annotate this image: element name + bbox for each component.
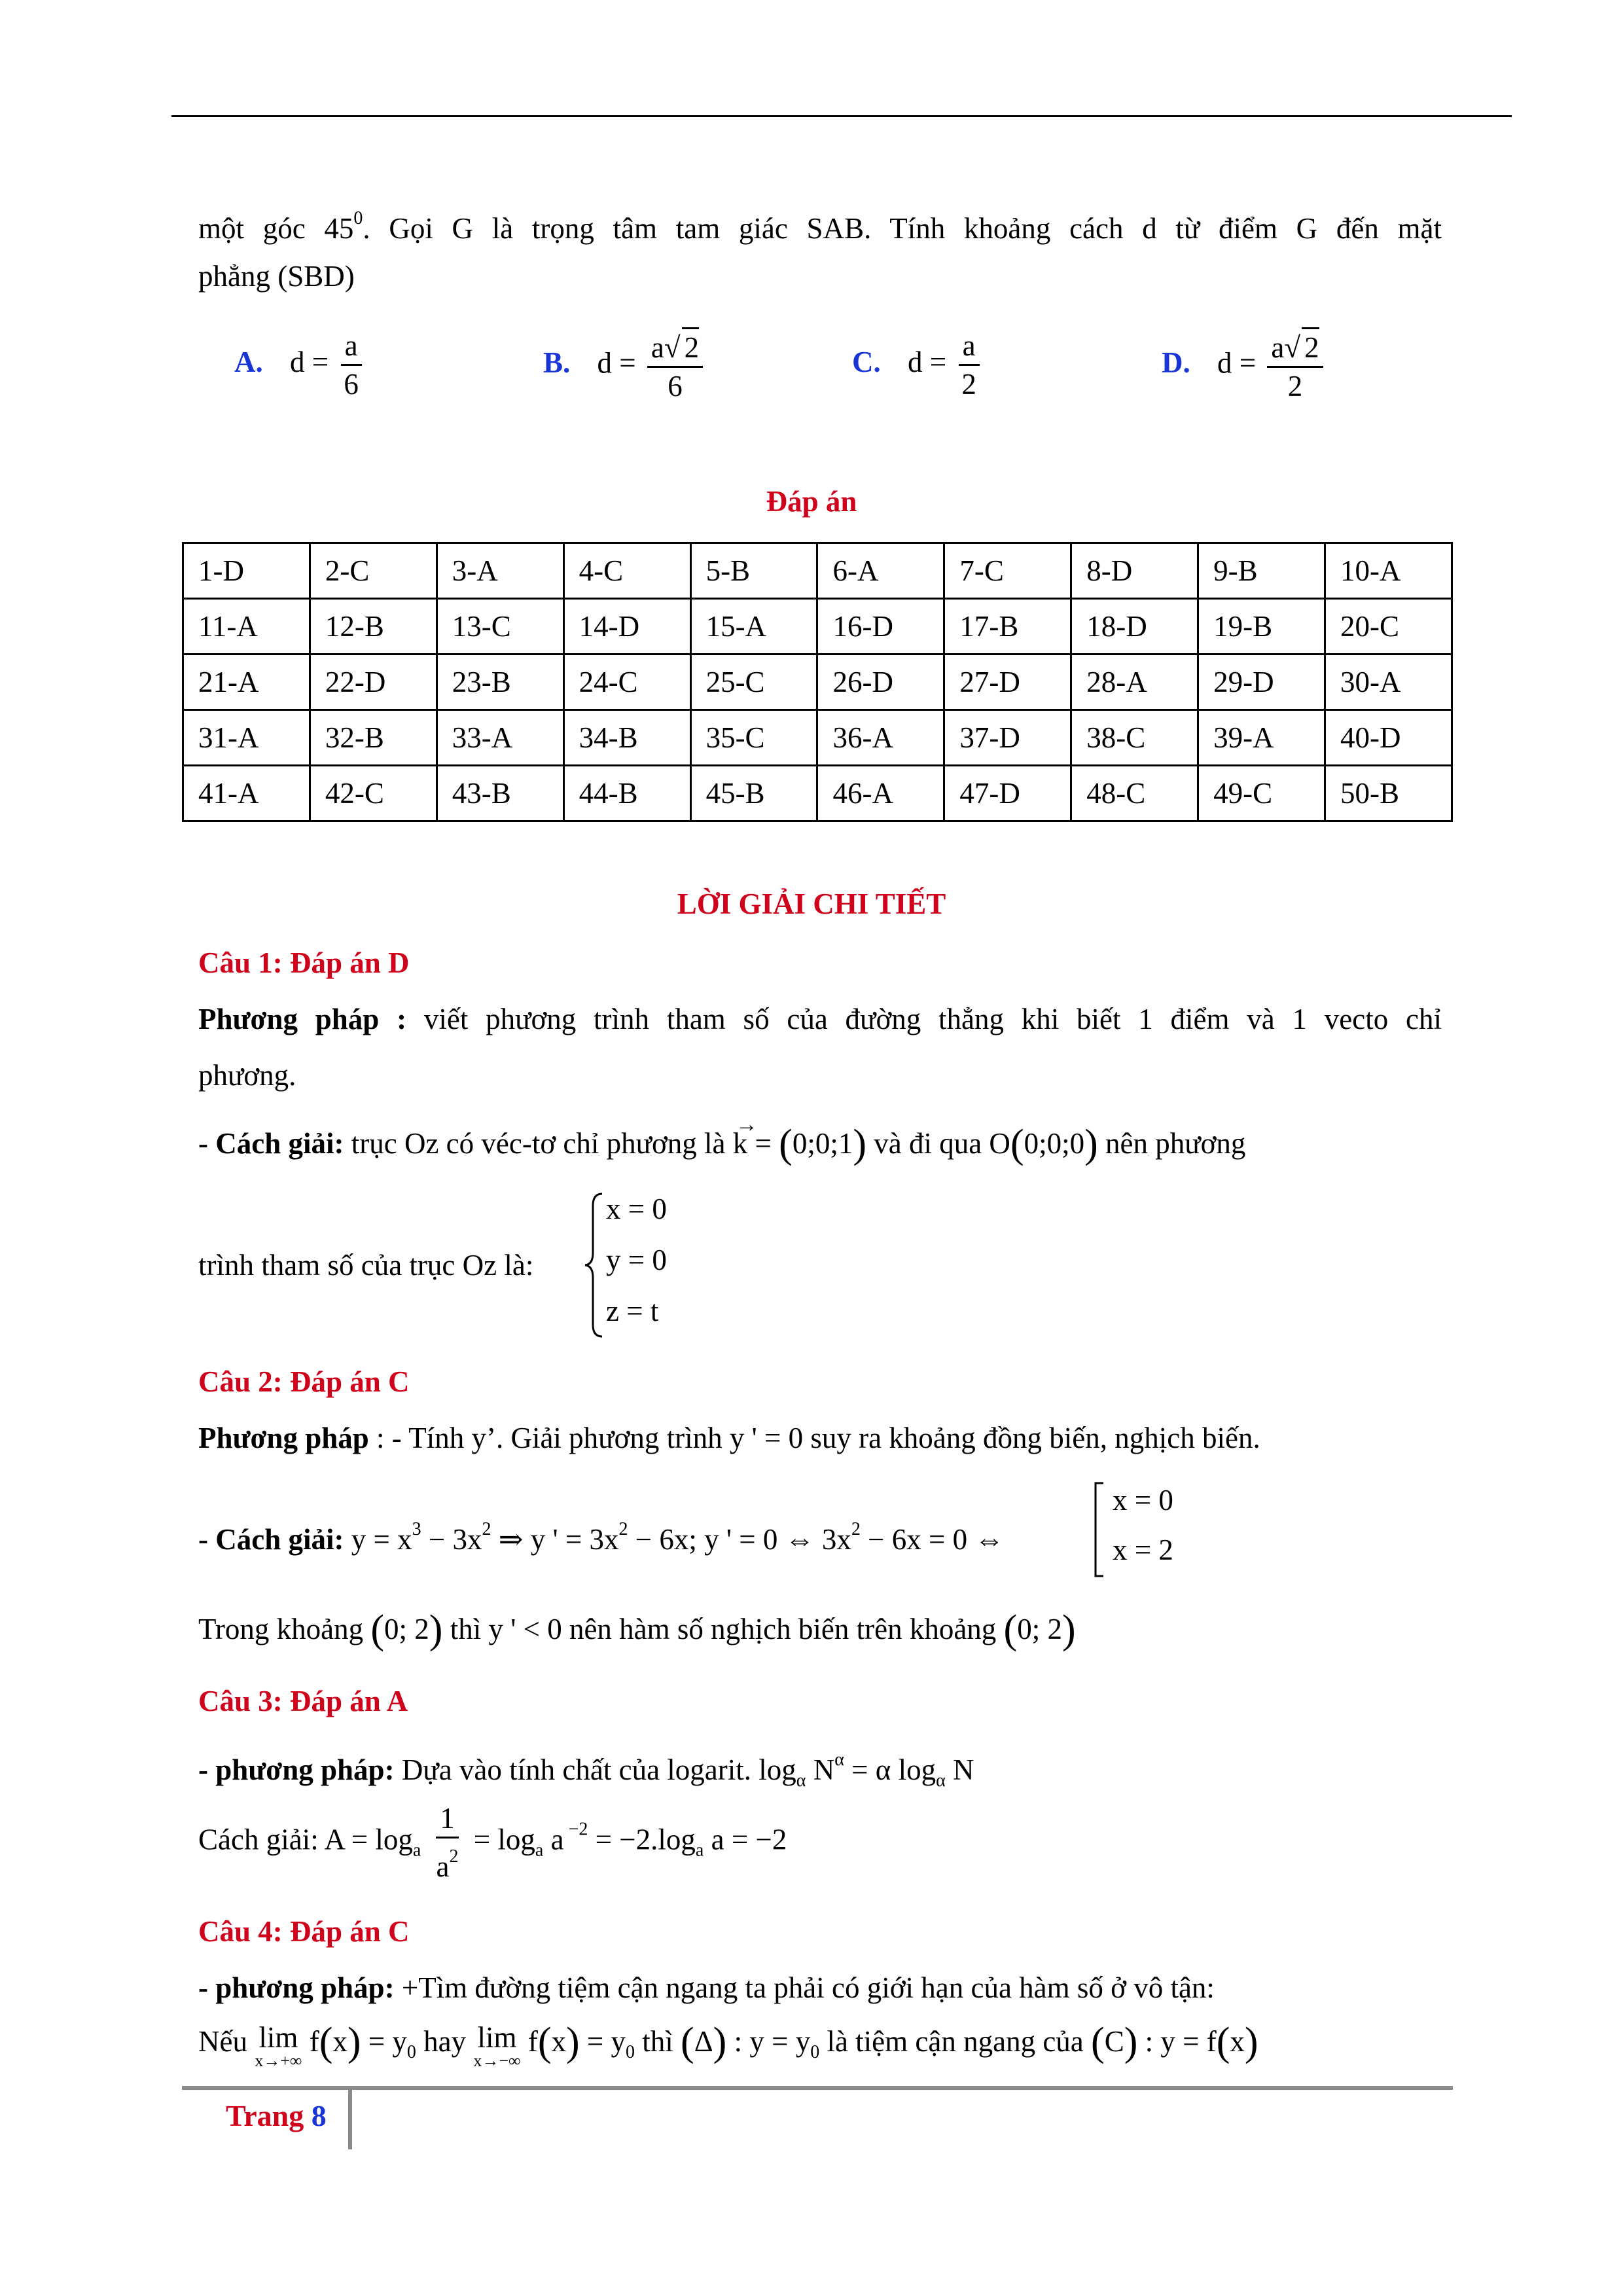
q1-system-intro: trình tham số của trục Oz là: [198,1249,534,1282]
answer-cell: 5-B [690,543,817,599]
answer-cell: 50-B [1325,766,1452,821]
answer-cell: 17-B [944,599,1071,655]
answer-cell: 12-B [310,599,437,655]
answer-cell: 15-A [690,599,817,655]
q1-heading: Câu 1: Đáp án D [198,946,410,979]
answer-cell: 31-A [183,710,310,766]
answer-cell: 18-D [1071,599,1198,655]
question-text-line1: một góc $45^0$. Gọi G là trọng tâm tam giác SAB. Tính khoảng cách d từ điểm G đến mặt [198,208,1442,245]
q4-statement: Nếu lim x→+∞ $f(x) = y_0$ hay lim x→−∞ $f(x) = y_0$ thì (Δ) : $y = y_0$ là tiệm cận ngang của (C) : y = f(x) [198,2020,1258,2070]
brace-icon [582,1190,609,1340]
system-line: x = 0 [606,1193,667,1225]
q3-heading: Câu 3: Đáp án A [198,1685,408,1717]
system-line: y = 0 [606,1244,667,1276]
answer-cell: 16-D [817,599,944,655]
q3-solution: Cách giải: $A = \log_a$ $\frac{1}{a^2}$ = $\log_a a$ $^{-2} = -2.\log_a$ a = −2 [198,1800,787,1885]
answer-cell: 11-A [183,599,310,655]
case-line: x = 2 [1113,1534,1173,1566]
answer-cell: 20-C [1325,599,1452,655]
q2-conclusion: Trong khoảng (0; 2) thì y ' < 0 nên hàm số nghịch biến trên khoảng (0; 2) [198,1607,1076,1652]
q1-solution: - Cách giải: trục Oz có véc-tơ chỉ phương là → k = (0;0;1) và đi qua O(0;0;0) nên phương [198,1113,1246,1166]
answer-cell: 27-D [944,655,1071,710]
answer-cell: 40-D [1325,710,1452,766]
answer-cell: 49-C [1198,766,1325,821]
answer-cell: 1-D [183,543,310,599]
q4-method: - phương pháp: +Tìm đường tiệm cận ngang ta phải có giới hạn của hàm số ở vô tận: [198,1971,1215,2004]
answer-cell: 42-C [310,766,437,821]
answer-cell: 2-C [310,543,437,599]
answer-cell: 35-C [690,710,817,766]
answer-cell: 19-B [1198,599,1325,655]
q2-cases [1093,1480,1198,1579]
answer-cell: 24-C [563,655,690,710]
answer-cell: 37-D [944,710,1071,766]
answer-row [183,599,1452,655]
answer-key-table [182,542,1453,822]
option-b: B. d = $\frac{a√ 2}{6}$ [543,327,707,404]
question-text-line2: phẳng (SBD) [198,260,355,293]
footer-divider [348,2088,352,2149]
answer-cell: 28-A [1071,655,1198,710]
answer-cell: 13-C [437,599,563,655]
bracket-icon [1093,1480,1106,1579]
answer-cell: 38-C [1071,710,1198,766]
answer-cell: 34-B [563,710,690,766]
answer-cell: 43-B [437,766,563,821]
answer-cell: 22-D [310,655,437,710]
option-c: C. d = $\frac{a}{2}$ [852,327,984,403]
answer-cell: 29-D [1198,655,1325,710]
q2-heading: Câu 2: Đáp án C [198,1365,410,1398]
answer-cell: 3-A [437,543,563,599]
answer-cell: 41-A [183,766,310,821]
answer-cell: 32-B [310,710,437,766]
footer-rule [182,2086,1453,2090]
answer-cell: 26-D [817,655,944,710]
answer-cell: 48-C [1071,766,1198,821]
answer-row [183,543,1452,599]
answer-cell: 4-C [563,543,690,599]
answer-cell: 14-D [563,599,690,655]
case-line: x = 0 [1113,1484,1173,1516]
answer-cell: 25-C [690,655,817,710]
answer-cell: 45-B [690,766,817,821]
answer-cell: 44-B [563,766,690,821]
answer-key-title: Đáp án [766,485,857,518]
answer-cell: 47-D [944,766,1071,821]
answer-cell: 6-A [817,543,944,599]
solutions-title: LỜI GIẢI CHI TIẾT [677,888,946,920]
answer-cell: 10-A [1325,543,1452,599]
header-rule [171,115,1512,117]
q4-heading: Câu 4: Đáp án C [198,1915,410,1948]
system-line: z = t [606,1295,659,1327]
answer-cell: 46-A [817,766,944,821]
q1-method-cont: phương. [198,1059,296,1092]
answer-cell: 36-A [817,710,944,766]
q1-system [582,1190,687,1340]
answer-cell: 8-D [1071,543,1198,599]
answer-cell: 9-B [1198,543,1325,599]
answer-cell: 23-B [437,655,563,710]
answer-row [183,655,1452,710]
answer-cell: 7-C [944,543,1071,599]
answer-row [183,710,1452,766]
answer-row [183,766,1452,821]
option-d: D. d = $\frac{a√ 2}{2}$ [1162,327,1327,404]
option-a: A. d = $\frac{a}{6}$ [234,327,366,403]
page-number: Trang 8 [226,2099,327,2132]
answer-cell: 21-A [183,655,310,710]
q3-method: - phương pháp: Dựa vào tính chất của logarit. $\log_\alpha N^\alpha = \alpha$ $\log_\alpha N$ [198,1749,974,1791]
q2-solution: - Cách giải: $y = x^3 - 3x^2$ ⇒ y ' = $3x^2 - 6x$; y ' = 0 ⇔ $3x^2 - 6x = 0$ ⇔ [198,1519,1005,1556]
answer-cell: 30-A [1325,655,1452,710]
answer-cell: 39-A [1198,710,1325,766]
q2-method: Phương pháp : - Tính y’. Giải phương trình y ' = 0 suy ra khoảng đồng biến, nghịch biến. [198,1422,1260,1454]
q1-method: Phương pháp : viết phương trình tham số của đường thẳng khi biết 1 điểm và 1 vecto chỉ [198,1003,1442,1035]
answer-cell: 33-A [437,710,563,766]
